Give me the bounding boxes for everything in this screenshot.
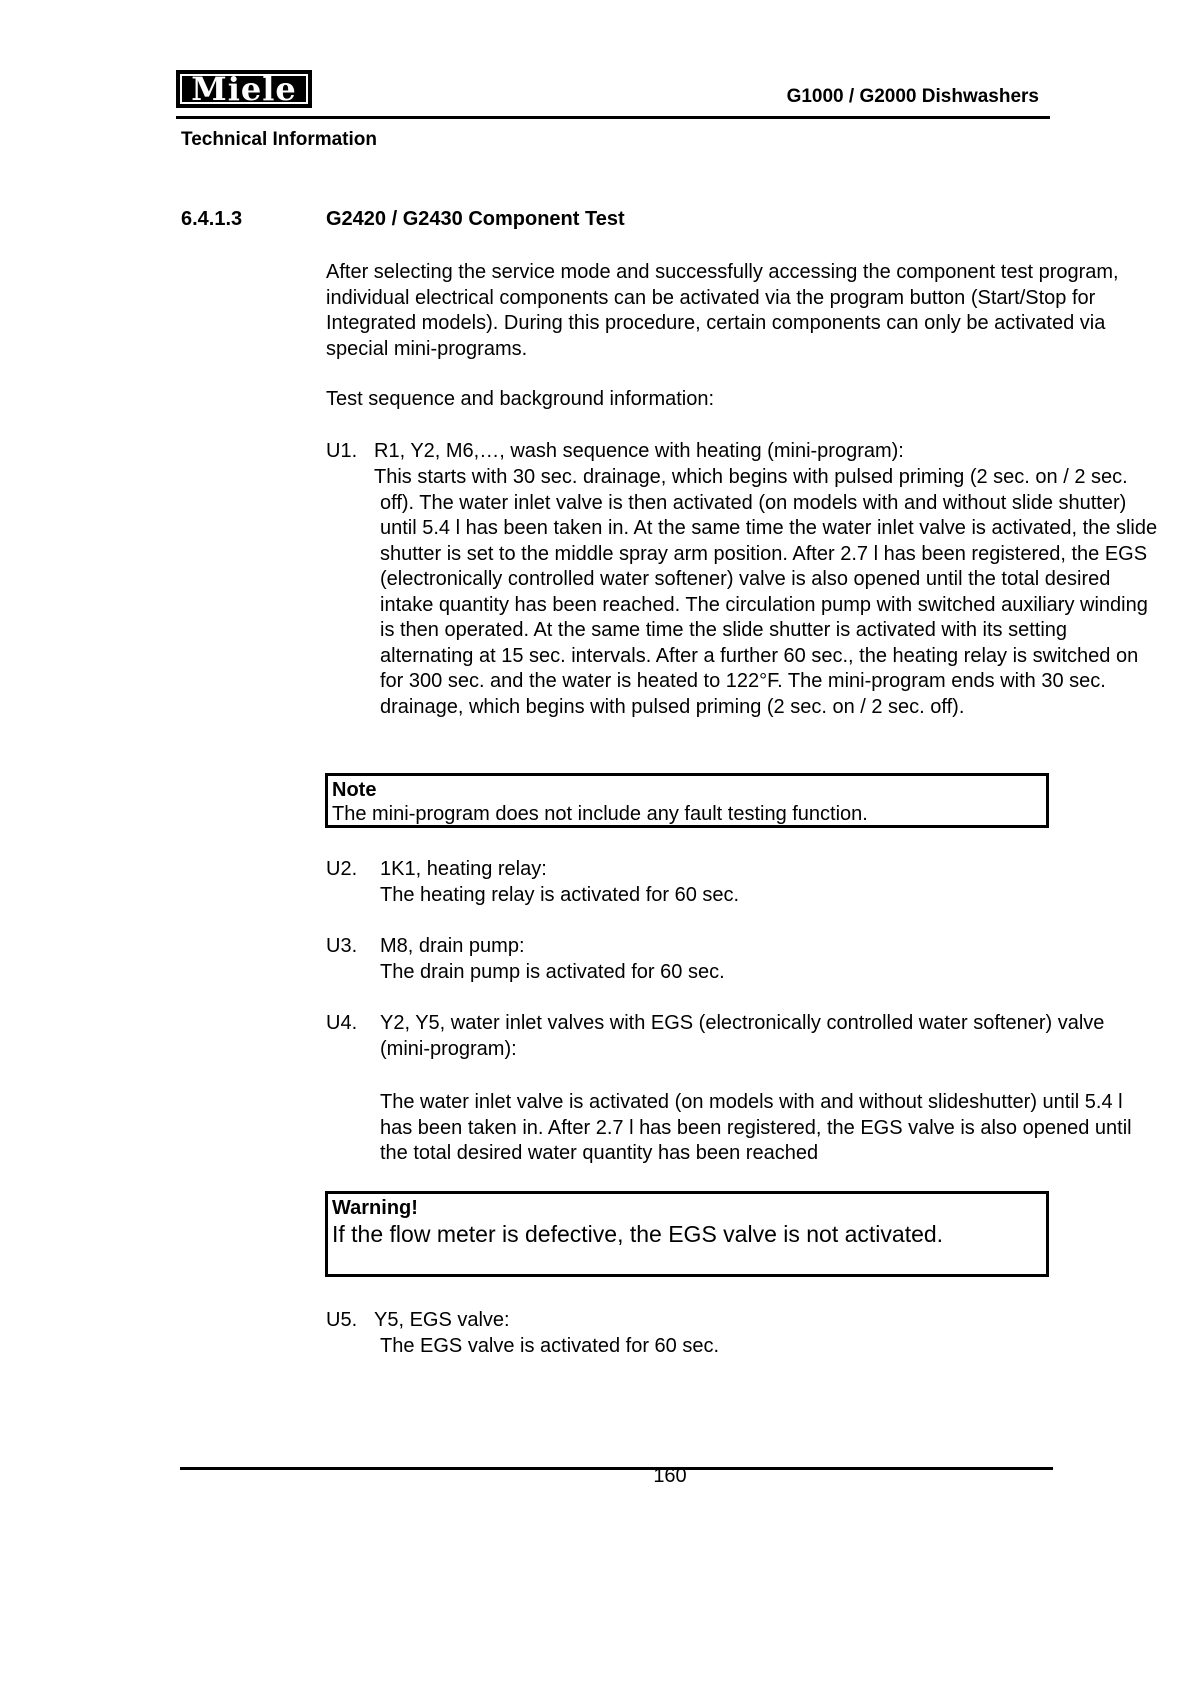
item-body: The EGS valve is activated for 60 sec. (380, 1335, 720, 1357)
item-title: R1, Y2, M6,…, wash sequence with heating (mini-program): (374, 440, 904, 462)
section-title: G2420 / G2430 Component Test (326, 208, 625, 230)
document-title: G1000 / G2000 Dishwashers (786, 86, 1039, 107)
lead-paragraph: Test sequence and background information: (326, 388, 715, 410)
item-code: U2. (326, 858, 358, 880)
item-title: Y2, Y5, water inlet valves with EGS (electronically controlled water softener) valve (mini-program): (380, 1012, 1105, 1060)
page-number: 160 (653, 1465, 687, 1487)
section-number: 6.4.1.3 (181, 208, 243, 230)
item-body: The heating relay is activated for 60 sec. (380, 884, 740, 906)
warning-heading: Warning! (332, 1197, 418, 1219)
logo-text: Miele (180, 74, 308, 104)
miele-logo (176, 70, 312, 108)
item-title: M8, drain pump: (380, 935, 525, 957)
item-code: U5. (326, 1309, 358, 1331)
item-code: U4. (326, 1012, 358, 1034)
document-subtitle: Technical Information (181, 129, 378, 150)
item-body: The drain pump is activated for 60 sec. (380, 961, 725, 983)
warning-text: If the flow meter is defective, the EGS valve is not activated. (332, 1221, 944, 1247)
header-divider (176, 116, 1050, 119)
item-title: Y5, EGS valve: (374, 1309, 510, 1331)
item-code: U1. (326, 440, 358, 462)
warning-box (325, 1191, 1049, 1277)
item-code: U3. (326, 935, 358, 957)
item-body: The water inlet valve is activated (on models with and without slideshutter) until 5.4 l has been taken in. After 2.7 l has been registered, the EGS valve is also opened until the total desired water quantity has been reached (380, 1091, 1132, 1164)
note-box (325, 773, 1049, 828)
note-text: The mini-program does not include any fault testing function. (332, 803, 868, 825)
item-title: 1K1, heating relay: (380, 858, 547, 880)
item-body: This starts with 30 sec. drainage, which begins with pulsed priming (2 sec. on / 2 sec. off). The water inlet valve is then activated (on models with and without slide shutter) until 5.4 l has been taken in. At the same time the water inlet valve is activated, the slide shutter is set to the middle spray arm position. After 2.7 l has been registered, the EGS (electronically controlled water softener) valve is also opened until the total desired intake quantity has been reached. The circulation pump with switched auxiliary winding is then operated. At the same time the slide shutter is activated with its setting alternating at 15 sec. intervals. After a further 60 sec., the heating relay is switched on for 300 sec. and the water is heated to 122°F. The mini-program ends with 30 sec. drainage, which begins with pulsed priming (2 sec. on / 2 sec. off). (374, 466, 1158, 718)
intro-paragraph: After selecting the service mode and successfully accessing the component test program, individual electrical components can be activated via the program button (Start/Stop for Integrated models). During this procedure, certain components can only be activated via special mini-programs. (326, 261, 1119, 360)
note-heading: Note (332, 779, 377, 801)
